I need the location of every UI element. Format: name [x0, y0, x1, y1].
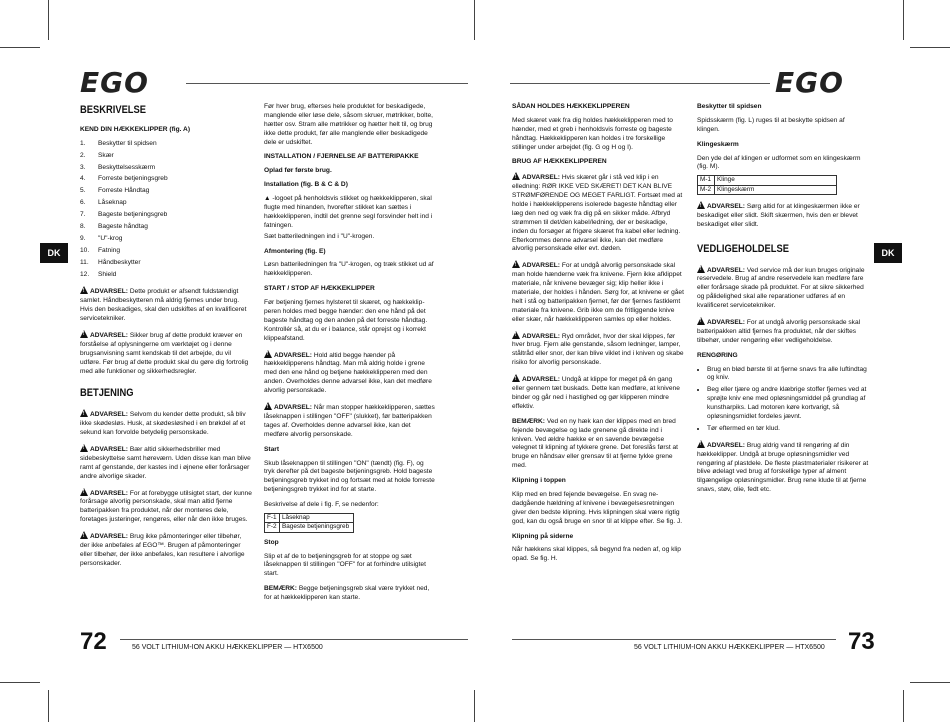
- siderne-subheading: Klipning på siderne: [512, 532, 574, 540]
- paragraph: Slip et af de to betjeningsgreb for at stoppe og sæt låseknappen til stillingen "OFF" for at forhindre utilsigtet start.: [264, 552, 426, 578]
- language-tab: DK: [40, 243, 68, 263]
- paragraph: Den yde del af klingen er udformet som en klingeskærm (fig. M).: [697, 154, 861, 171]
- warning: !ADVARSEL: For at forebygge utilsigtet start, der kunne forårsage alvorlig personskade, skal man altid fjerne batteripakken fra produktet, når der monteres dele, foretages justeringer, rengøres, eller når den ikke bruges.: [80, 488, 252, 526]
- warning-icon: [80, 286, 88, 294]
- warning-icon: [80, 409, 88, 417]
- paragraph: Før betjening fjernes hylsteret til skæret, og hækkeklip-peren holdes med begge hænder: den ene hånd på det bageste håndtag og den anden på det forreste håndtag. Kontrollér så, at du er i balance, står oprejst og i korrekt klippeafstand.: [264, 299, 428, 342]
- crop-mark: [910, 682, 950, 683]
- klinge-subheading: Klingeskærm: [697, 140, 739, 148]
- toppen-subheading: Klipning i toppen: [512, 477, 566, 485]
- list-item: • Tør eftermed en tør klud.: [707, 425, 869, 434]
- list-item: 5. Forreste Håndtag: [80, 187, 150, 195]
- rengoring-subheading: RENGØRING: [697, 351, 738, 359]
- beskytter-subheading: Beskytter til spidsen: [697, 103, 762, 110]
- column-mid-left: [264, 103, 436, 609]
- bullet-list: [697, 366, 869, 434]
- warning: !ADVARSEL: Når man stopper hækkeklipperen, sættes låseknappen i stillingen "OFF" (slukket), før batteripakken tages af. Overholdes denne advarsel ikke, kan det medføre alvorlig personskade.: [264, 402, 436, 440]
- column-left: [80, 103, 252, 575]
- page-number-left: 72: [80, 628, 107, 655]
- crop-mark: [0, 682, 40, 683]
- warning: !ADVARSEL: Ryd området, hvor der skal klippes, før hver brug. Fjern alle genstande, såsom ledninger, lamper, ståltråd eller snor, der kan blive viklet ind i kniven og skabe risiko for alvorlig personskade.: [512, 331, 684, 369]
- crop-mark: [910, 47, 950, 48]
- startstop-heading: START / STOP AF HÆKKEKLIPPER: [264, 285, 375, 293]
- warning-icon: [264, 350, 272, 358]
- warning-icon: [697, 265, 705, 273]
- column-right: [697, 103, 869, 501]
- warning: !ADVARSEL: For at undgå alvorlig personskade skal batteripakken altid fjernes fra produktet, når der skiftes tilbehør, under rengøring eller vedligeholdelse.: [697, 317, 869, 346]
- warning-icon: [80, 444, 88, 452]
- crop-mark: [903, 0, 904, 40]
- crop-mark: [474, 0, 475, 40]
- warning: !ADVARSEL: Sørg altid for at klingeskærmen ikke er beskadiget eller slidt. Skift skærmen, hvis den er blevet beskadiget eller slidt.: [697, 201, 869, 230]
- warning-icon: [697, 440, 705, 448]
- list-item: 4. Forreste betjeningsgreb: [80, 175, 168, 183]
- footer-rule: [512, 639, 836, 640]
- paragraph: ▲ -logoet på henholdsvis stikket og hækkeklipperen, skal flugte med hinanden, hvorefter stikket kan sættes i hækkeklipperen, indtil det grenne segl forsvinder helt ind i fatningen.: [264, 195, 433, 229]
- install-heading: INSTALLATION / FJERNELSE AF BATTERIPAKKE: [264, 153, 419, 161]
- table-row: F-2 Bageste betjeningsgreb: [265, 523, 354, 532]
- warning: !ADVARSEL: Dette produkt er afsendt fuldstændigt samlet. Håndbeskytteren må aldrig fjernes under brug. Hvis den beskadiges, skal den udskiftes af en kvalificeret servicetekniker.: [80, 286, 252, 324]
- warning: !ADVARSEL: Hold altid begge hænder på hækkeklipperens håndtag. Man må aldrig holde i grene med den ene hånd og betjene hækkeklipperen med den anden. Overholdes denne advarsel ikke, kan det medføre alvorlig personskade.: [264, 350, 436, 396]
- warning: !ADVARSEL: Selvom du kender dette produkt, så bliv ikke skødesløs. Husk, at skødesløshed i en brøkdel af et sekund kan forvolde betydelig personskade.: [80, 409, 252, 438]
- warning-icon: [80, 531, 88, 539]
- saadan-heading: SÅDAN HOLDES HÆKKEKLIPPEREN: [512, 103, 630, 110]
- column-mid-right: [512, 103, 684, 570]
- section-title-beskrivelse: BESKRIVELSE: [80, 104, 146, 116]
- header-rule: [186, 83, 468, 84]
- paragraph: Når hækkens skal klippes, så begynd fra neden af, og klip opad. Se fig. H.: [512, 546, 681, 563]
- list-item: 3. Beskyttelsesskærm: [80, 163, 156, 171]
- warning: !ADVARSEL: Sikker brug af dette produkt kræver en forståelse af oplysningerne om værktøjet og i denne brugsanvisning samt kendskab til det arbejde, du vil udføre. Før brug af dette produkt skal du gøre dig fortrolig med alle funktioner og sikkerhedsregler.: [80, 330, 252, 376]
- list-item: 6. Låseknap: [80, 199, 127, 207]
- paragraph: Spidsskærm (fig. L) ruges til at beskytte spidsen af klingen.: [697, 116, 845, 133]
- list-item: • Brug en blød børste til at fjerne snavs fra alle luftindtag og kniv.: [707, 366, 869, 384]
- warning: !ADVARSEL: Ved service må der kun bruges originale reservedele. Brug af andre reservedele kan medføre fare eller forårsage skade på produktet. For at sikre sikkerhed og pålidelighed skal alle reparationer udføres af en kvalificeret servicetekniker.: [697, 265, 869, 311]
- list-item: 7. Bageste betjeningsgreb: [80, 211, 168, 219]
- crop-mark: [48, 690, 49, 722]
- install-subheading: Installation (fig. B & C & D): [264, 181, 348, 189]
- parts-list: [80, 140, 252, 280]
- warning-icon: [512, 374, 520, 382]
- language-tab: DK: [874, 243, 902, 263]
- warning-icon: [264, 402, 272, 410]
- table-row: F-1 Låseknap: [265, 513, 354, 522]
- paragraph: Klip med en bred fejende bevægelse. En svag ne-dadgående hældning af knivene i bevægelsesretningen giver den bedste klipning. Hvis klipningen skal være rigtig god, kan du også bruge en snor til at klippe efter. Se fig. J.: [512, 490, 683, 525]
- crop-mark: [903, 690, 904, 722]
- paragraph: Sæt batteriledningen ind i "U"-krogen.: [264, 232, 375, 240]
- warning-icon: [80, 488, 88, 496]
- warning: !ADVARSEL: For at undgå alvorlig personskade skal man holde hænderne væk fra knivene. Fjern ikke afklippet materiale, når knivene bevæger sig; klip heller ikke i materiale, der holdes i hånden. Sørg for, at knivene er gået helt i stå og batteripakken fjernet, før der fjernes fastklemt materiale fra knivene. Grib ikke om de fritliggende knive eller skær, når hækkeklipperen samles op eller holdes.: [512, 260, 684, 324]
- list-item: 1. Beskytter til spidsen: [80, 139, 157, 147]
- table-row: M-1 Klinge: [698, 176, 837, 185]
- fig-f-table: [264, 513, 354, 533]
- warning-icon: [512, 172, 520, 180]
- section-title-betjening: BETJENING: [80, 387, 134, 400]
- warning: !ADVARSEL: Brug aldrig vand til rengøring af din hækkeklipper. Undgå at bruge opløsningsmidler ved rengøring af plastdele. De fleste plastmaterialer risikerer at blive ødelagt ved brug af forskellige typer af alment tilgængelige opløsningsmidler. Brug rene klude til at fjerne snavs, støv, olie, fedt etc.: [697, 440, 869, 495]
- warning: !ADVARSEL: Brug ikke påmonteringer eller tilbehør, der ikke anbefales af EGO™. Brugen af påmonteringer eller tilbehør, der ikke anbefales, kan resultere i alvorlige personskader.: [80, 531, 252, 569]
- ego-logo: EGO: [775, 66, 844, 99]
- stop-subheading: Stop: [264, 538, 279, 546]
- note: BEMÆRK: Ved en ny hæk kan der klippes med en bred fejende bevægelse og lade grenene gå direkte ind i kniven. Ved ældre hække er en savende bevægelse velegnet til klipning af tykkere grene. Det foreslås først at bruge en håndsav eller grensav til at fjerne tykke grene med.: [512, 417, 679, 470]
- warning: !ADVARSEL: Hvis skæret går i stå ved klip i en elledning: RØR IKKE VED SKÆRET! DET KAN BLIVE STRØMFØRENDE OG MEGET FARLIGT. Fortsæt med at holde i hækkeklipperens isolerede bageste håndtag eller læg den ned og væk fra dig på en sikker måde. Afbryd strømmen til det/den kabel/ledning, der er beskadige, inden du forsøger at frigøre skæret fra kabel eller ledning. Efterkommes denne advarsel ikke, kan det medføre alvorlig personskade eller evt. døden.: [512, 172, 684, 254]
- afmont-subheading: Afmontering (fig. E): [264, 247, 326, 255]
- warning-icon: [80, 330, 88, 338]
- warning: !ADVARSEL: Undgå at klippe for meget på én gang eller gennem tæt buskads. Dette kan medføre, at knivene binder og går ned i hastighed og gør klipperen mindre effektiv.: [512, 374, 684, 412]
- list-item: 11. Håndbeskytter: [80, 258, 141, 266]
- ego-logo: EGO: [80, 66, 149, 99]
- header-rule: [510, 83, 770, 84]
- warning-icon: [697, 201, 705, 209]
- paragraph: Før hver brug, efterses hele produktet for beskadigede, manglende eller løse dele, såsom skruer, møtrikker, bolte, hætter osv. Stram alle møtrikker og hætter helt til, og brug ikke dette produkt, før alle manglende eller beskadigede dele er udskiftet.: [264, 103, 433, 146]
- paragraph: Beskrivelse af dele i fig. F, se nedenfor:: [264, 501, 379, 509]
- brug-heading: BRUG AF HÆKKEKLIPPEREN: [512, 158, 607, 166]
- section-title-vedligeholdelse: VEDLIGEHOLDELSE: [697, 242, 789, 255]
- list-item: 2. Skær: [80, 151, 114, 159]
- table-row: M-2 Klingeskærm: [698, 185, 837, 194]
- crop-mark: [474, 690, 475, 722]
- crop-mark: [48, 0, 49, 40]
- footer-product: 56 VOLT LITHIUM-ION AKKU HÆKKEKLIPPER — HTX6500: [132, 644, 323, 651]
- warning-icon: [512, 260, 520, 268]
- list-item: 9. "U"-krog: [80, 234, 123, 242]
- footer-product: 56 VOLT LITHIUM-ION AKKU HÆKKEKLIPPER — HTX6500: [634, 644, 825, 651]
- fig-m-table: [697, 175, 837, 195]
- kend-heading: KEND DIN HÆKKEKLIPPER (fig. A): [80, 125, 191, 133]
- oplad-text: Oplad før første brug.: [264, 167, 332, 175]
- warning: !ADVARSEL: Bær altid sikkerhedsbriller med sidebeskyttelse samt høreværn. Uden disse kan man blive ramt af genstande, der kastes ind i øjnene eller forårsager andre alvorlige skader.: [80, 444, 252, 482]
- list-item: 10. Fatning: [80, 246, 120, 254]
- list-item: 12. Shield: [80, 270, 117, 278]
- paragraph: Med skæret væk fra dig holdes hækkeklipperen med to hænder, med et greb i henholdsvis forreste og bageste håndtag. Hækkeklipperen kan holdes i tre forskellige stillinger under arbejdet (fig. G og H og I).: [512, 116, 673, 151]
- list-item: 8. Bageste håndtag: [80, 222, 148, 230]
- page-number-right: 73: [848, 628, 875, 655]
- paragraph: Løsn batteriledningen fra "U"-krogen, og træk stikket ud af hækkeklipperen.: [264, 261, 434, 278]
- list-item: • Beg eller tjære og andre klæbrige stoffer fjernes ved at sprøjte kniv ene med opløsningsmiddel på grundlag af kunstharpiks. Lad motoren køre kortvarigt, så opløsningsmidlet fordeles jævnt.: [707, 386, 869, 422]
- crop-mark: [0, 47, 40, 48]
- footer-rule: [120, 639, 468, 640]
- note: BEMÆRK: Begge betjeningsgreb skal være trykket ned, for at hækkeklipperen kan starte.: [264, 585, 430, 602]
- warning-icon: [697, 317, 705, 325]
- paragraph: Skub låseknappen til stillingen "ON" (tændt) (fig. F), og tryk derefter på det bageste betjeningsgreb. Hold bageste betjeningsgreb trykket ind og fortsæt med at holde forreste betjeningsgreb trykket ind for at starte.: [264, 459, 435, 494]
- start-subheading: Start: [264, 445, 280, 453]
- warning-icon: [512, 331, 520, 339]
